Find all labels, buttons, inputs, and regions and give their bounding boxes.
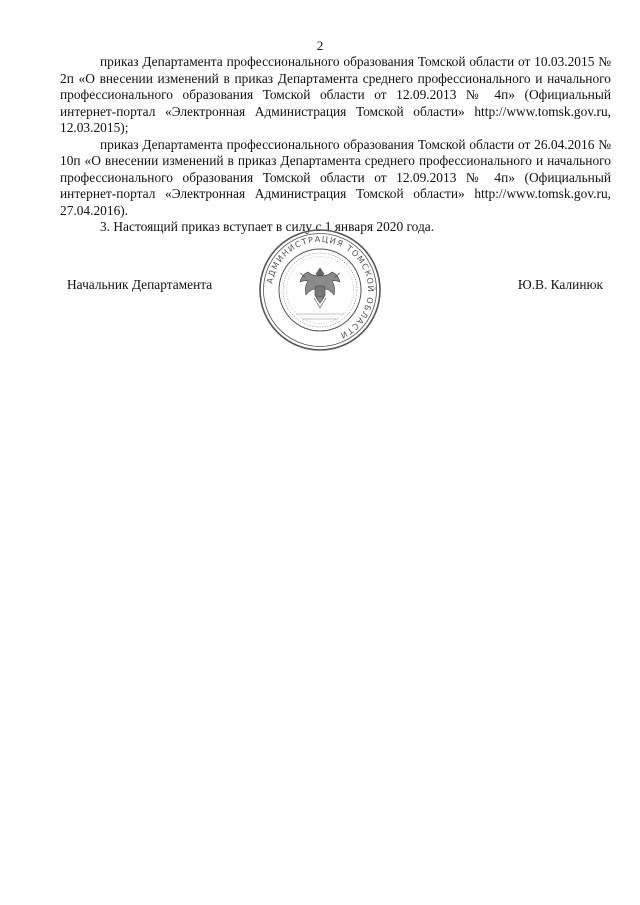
signatory-name: Ю.В. Калинюк xyxy=(517,277,603,292)
paragraph-effective-date: 3. Настоящий приказ вступает в силу с 1 января 2020 года. xyxy=(100,219,435,234)
document-body xyxy=(60,54,611,236)
svg-text:АДМИНИСТРАЦИЯ ТОМСКОЙ ОБЛАСТИ: АДМИНИСТРАЦИЯ ТОМСКОЙ ОБЛАСТИ xyxy=(264,233,377,342)
paragraph-order-2015: приказ Департамента профессионального образования Томской области от 10.03.2015 № 2п «О внесении изменений в приказ Департамента среднего профессионального и начального профессионального образования Томской области от 12.09.2013 № 4п» (Официальный интернет-портал «Электронная Администрация Томской области» http://www.tomsk.gov.ru, 12.03.2015); xyxy=(60,54,611,135)
signatory-title: Начальник Департамента xyxy=(67,277,213,292)
page-number: 2 xyxy=(316,38,324,53)
official-seal-stamp xyxy=(258,228,382,352)
paragraph-order-2016: приказ Департамента профессионального образования Томской области от 26.04.2016 № 10п «О внесении изменений в приказ Департамента среднего профессионального и начального профессионального образования Томской области от 12.09.2013 № 4п» (Официальный интернет-портал «Электронная Администрация Томской области» http://www.tomsk.gov.ru, 27.04.2016). xyxy=(60,136,611,218)
eagle-emblem-icon xyxy=(300,268,340,308)
